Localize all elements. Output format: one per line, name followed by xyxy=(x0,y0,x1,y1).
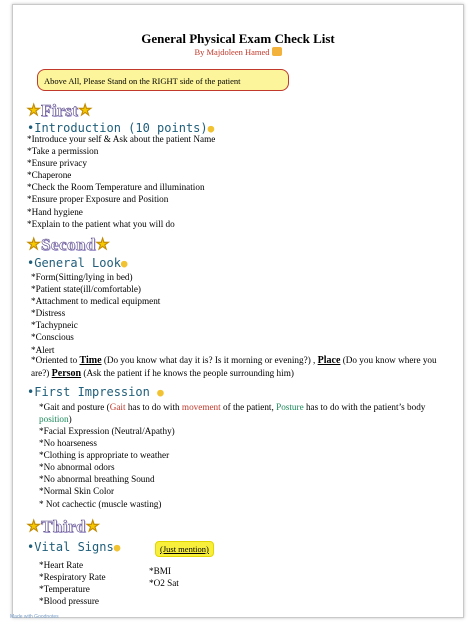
list-item: *Explain to the patient what you will do xyxy=(27,218,175,229)
star-icon: ★ xyxy=(27,237,41,253)
vital-signs-subheading xyxy=(27,540,120,554)
movement-word: movement xyxy=(181,402,221,412)
lightbulb-icon: ● xyxy=(207,122,215,135)
list-item: *Form(Sitting/lying in bed) xyxy=(31,272,133,282)
oriented-prefix: *Oriented to xyxy=(31,355,80,365)
list-item: *Hand hygiene xyxy=(27,206,83,217)
list-item: *Blood pressure xyxy=(39,596,99,607)
introduction-label: •Introduction (10 points) xyxy=(27,121,208,135)
section-first-heading xyxy=(27,101,92,121)
page-title: General Physical Exam Check List xyxy=(141,31,335,46)
first-impression-label: •First Impression xyxy=(27,385,150,399)
list-item: *Ensure proper Exposure and Position xyxy=(27,194,169,205)
lightbulb-icon: ● xyxy=(120,257,128,270)
list-item: *Temperature xyxy=(39,584,90,595)
first-impression-list-rest xyxy=(39,425,175,510)
writing-hand-icon xyxy=(272,47,282,56)
first-impression-list xyxy=(39,401,449,425)
list-item: *Attachment to medical equipment xyxy=(31,296,161,307)
list-item: *Tachypneic xyxy=(31,320,78,331)
position-word: position xyxy=(39,414,69,425)
list-item: *Check the Room Temperature and illumination xyxy=(27,182,205,193)
star-icon: ★ xyxy=(95,237,110,253)
general-look-subheading xyxy=(27,256,128,270)
list-item: *No abnormal breathing Sound xyxy=(39,474,155,485)
vital-signs-right-list xyxy=(149,565,179,589)
oriented-text xyxy=(31,354,449,380)
list-item: *Chaperone xyxy=(27,170,72,181)
star-icon: ★ xyxy=(85,519,100,535)
list-item: *Clothing is appropriate to weather xyxy=(39,450,170,461)
gait-word: Gait xyxy=(109,402,126,412)
vital-signs-left-list xyxy=(39,559,106,607)
list-item: *Ensure privacy xyxy=(27,158,87,169)
section-second-title: Second xyxy=(40,235,96,254)
list-item: *Introduce your self & Ask about the patient Name xyxy=(27,134,216,144)
star-icon: ★ xyxy=(78,103,93,119)
lightbulb-icon: ● xyxy=(157,386,164,399)
list-item: *Facial Expression (Neutral/Apathy) xyxy=(39,426,175,436)
section-third-title: Third xyxy=(40,517,86,536)
section-third-heading xyxy=(27,517,100,537)
gait-text: ) xyxy=(68,414,72,425)
oriented-person: Person xyxy=(51,368,82,380)
author-name: By Majdoleen Hamed xyxy=(194,47,270,57)
general-look-label: •General Look xyxy=(27,256,121,270)
star-icon: ★ xyxy=(27,103,41,119)
lightbulb-icon: ● xyxy=(113,541,121,554)
just-mention-note: (Just mention) xyxy=(155,541,214,557)
oriented-person-question: (Ask the patient if he knows the people surrounding him) xyxy=(81,368,294,379)
vital-signs-label: •Vital Signs xyxy=(27,540,114,554)
list-item: *Distress xyxy=(31,308,66,319)
gait-item xyxy=(39,401,449,425)
list-item: *No hoarseness xyxy=(39,438,97,449)
gait-text: has to do with xyxy=(125,402,182,412)
gait-text: has to do with the patient’s body xyxy=(303,402,426,412)
gait-text: *Gait and posture ( xyxy=(39,402,110,412)
list-item: *O2 Sat xyxy=(149,578,179,589)
list-item: * Not cachectic (muscle wasting) xyxy=(39,498,162,509)
author-byline xyxy=(13,47,463,57)
oriented-time-question: (Do you know what day it is? Is it morning or evening?) , xyxy=(101,355,318,365)
list-item: *Patient state(ill/comfortable) xyxy=(31,284,141,295)
first-impression-subheading xyxy=(27,385,164,399)
goodnotes-footer: Made with Goodnotes xyxy=(10,614,59,620)
instruction-banner: Above All, Please Stand on the RIGHT side of the patient xyxy=(37,69,289,91)
list-item: *Take a permission xyxy=(27,146,99,157)
list-item: *Alert xyxy=(31,344,55,355)
star-icon: ★ xyxy=(27,519,41,535)
list-item: *Respiratory Rate xyxy=(39,572,106,583)
list-item: *Conscious xyxy=(31,332,74,343)
section-second-heading xyxy=(27,235,110,255)
list-item: *Normal Skin Color xyxy=(39,486,115,497)
oriented-place-question: (Do you know where you are?) xyxy=(31,355,437,379)
oriented-place: Place xyxy=(317,355,341,366)
oriented-time: Time xyxy=(79,355,102,366)
introduction-list xyxy=(27,133,215,230)
list-item: *BMI xyxy=(149,566,171,576)
posture-word: Posture xyxy=(276,402,304,412)
oriented-item xyxy=(31,354,449,380)
gait-text: of the patient, xyxy=(220,402,277,412)
general-look-list xyxy=(31,271,160,356)
list-item: *Heart Rate xyxy=(39,560,84,570)
document-page xyxy=(12,4,464,618)
section-first-title: First xyxy=(40,101,79,120)
list-item: *No abnormal odors xyxy=(39,462,115,473)
